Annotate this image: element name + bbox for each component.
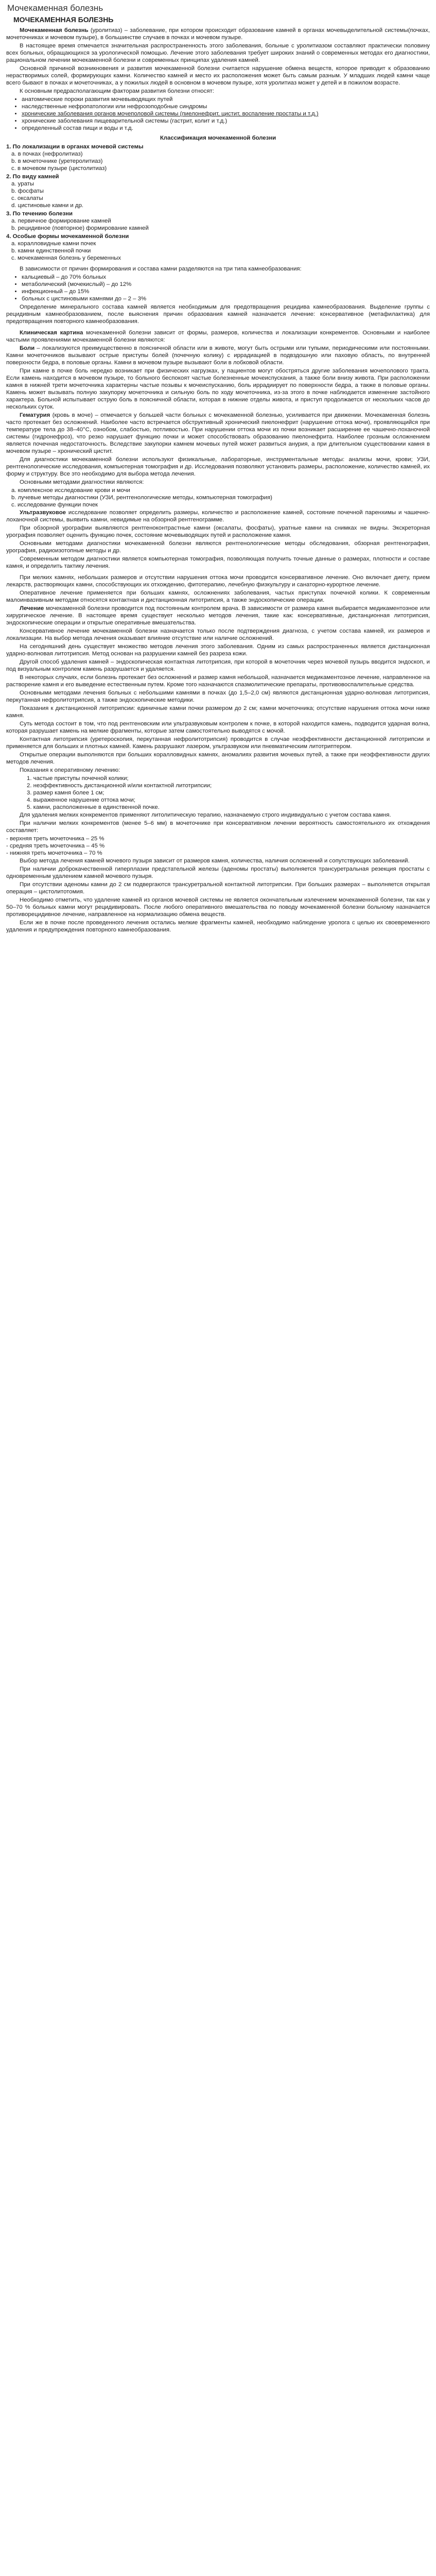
paragraph-text: мочекаменной болезни проводится под постоянным контролем врача. В зависимости от размера камня выбирается медикаментозное или хирургическое лечение. В настоящее время существует несколько методов лечения, такие как: консервативные, дистанционная литотрипсия, эндоскопические операции и открытые оперативные вмешательства. <box>6 605 430 626</box>
clinic-section <box>6 329 430 570</box>
term-bold: Мочекаменная болезнь <box>20 27 89 33</box>
list-item: • определенный состав пищи и воды и т.д. <box>22 125 430 132</box>
paragraph-text: мочекаменной болезни зависит от формы, размеров, количества и локализации конкрементов. Основными и наиболее частыми проявлениями мочекаменной болезни являются: <box>6 330 430 343</box>
paragraph-text: – локализуются преимущественно в поясничной области или в животе, могут быть острыми или тупыми, периодическими или постоянными. Камни мочеточников вызывают острые приступы болей (почечную колику) с иррадиацией в подвздошную или паховую область, по внутренней поверхности бедра, в половые органы. Камни в мочевом пузыре вызывают боли в лобковой области. <box>6 345 430 366</box>
list-item: • наследственные нефропатологии или нефрозоподобные синдромы <box>22 103 430 110</box>
list-item: - средняя треть мочеточника – 45 % <box>6 843 105 849</box>
paragraph <box>6 509 430 523</box>
list-item: • хронические заболевания пищеварительной системы (гастрит, колит и т.д.) <box>22 117 430 125</box>
classification-group-title: 3. По течению болезни <box>6 211 73 217</box>
classification-group-title: 1. По локализации в органах мочевой системы <box>6 144 144 150</box>
paragraph: Определение минерального состава камней является необходимым для предотвращения рецидива камнеобразования. Выделение группы с рецидивным камнеобразованием, после выяснения причин образования камней назначается лечение: консервативное (метафилактика) для предотвращения повторного камнеобразования. <box>6 304 430 325</box>
list-item: d. цистиновые камни и др. <box>11 202 84 209</box>
stone-types-list <box>6 274 430 302</box>
paragraph: В зависимости от причин формирования и состава камни разделяются на три типа камнеобразования: <box>20 266 302 272</box>
paragraph: Консервативное лечение мочекаменной болезни назначается только после подтверждения диагноза, с учетом состава камней, их размеров и локализации. На выбор метода лечения оказывает влияние отсутствие или наличие осложнений. <box>6 628 430 641</box>
list-item: 4. выраженное нарушение оттока мочи; <box>27 797 135 803</box>
term-bold: Ультразвуковое <box>20 510 66 516</box>
stone-passage-list <box>6 835 430 857</box>
page-title: Мочекаменная болезнь <box>7 3 103 13</box>
classification-items <box>6 180 430 209</box>
list-item: b. камни единственной почки <box>11 248 91 254</box>
classification-items <box>6 240 430 262</box>
intro-paragraph <box>6 27 430 41</box>
term-bold: Боли <box>20 345 35 351</box>
document-subtitle: МОЧЕКАМЕННАЯ БОЛЕЗНЬ <box>13 15 114 24</box>
paragraph: Открытые операции выполняются при больших коралловидных камнях, аномалиях развития мочевых путей, а также при неэффективности других методов лечения. <box>6 752 430 765</box>
paragraph: Выбор метода лечения камней мочевого пузыря зависит от размеров камня, количества, наличия осложнений и сопутствующих заболеваний. <box>20 858 410 864</box>
paragraph: Показания к оперативному лечению: <box>20 767 120 773</box>
list-item: b. в мочеточнике (уретеролитиаз) <box>11 158 103 164</box>
list-item: а. коралловидные камни почек <box>11 241 96 247</box>
list-item: a. комплексное исследование крови и мочи <box>11 487 130 494</box>
section-heading: Классификация мочекаменной болезни <box>160 135 276 141</box>
intro-section <box>6 27 430 132</box>
paragraph: Основными методами лечения больных с небольшими камнями в почках (до 1,5–2,0 см) являются дистанционная ударно-волновая литотрипсия, перкутанная нефролитотрипсия, а также эндоскопические методики. <box>6 690 430 703</box>
list-item: b. фосфаты <box>11 188 44 194</box>
list-item: c. мочекаменная болезнь у беременных <box>11 255 121 261</box>
paragraph: В некоторых случаях, если болезнь протекает без осложнений и размер камня небольшой, назначается медикаментозное лечение, направленное на растворение камня и его выведение естественным путем. Кроме того назначаются спазмолитические препараты, противовоспалительные средства. <box>6 674 430 688</box>
paragraph: Показания к дистанционной литотрипсии: единичные камни почки размером до 2 см; камни мочеточника; отсутствие нарушения оттока мочи ниже камня. <box>6 705 430 719</box>
treatment-section <box>6 574 430 934</box>
term-bold: Клиническая картина <box>20 330 83 336</box>
list-item: а. в почках (нефролитиаз) <box>11 151 83 157</box>
risk-factors-list <box>6 96 430 132</box>
list-item: - нижняя треть мочеточника – 70 % <box>6 850 102 856</box>
etiology-section <box>6 265 430 325</box>
classification-section <box>6 135 430 262</box>
list-item: c. исследование функции почек <box>11 502 98 508</box>
paragraph: Необходимо отметить, что удаление камней из органов мочевой системы не является окончательным излечением мочекаменной болезни, так как у 50–70 % больных камни могут рецидивировать. После любого оперативного вмешательства по поводу мочекаменной болезни больному назначается противорецидивное лечение, направленное на нормализацию обмена веществ. <box>6 897 430 918</box>
paragraph <box>6 605 430 626</box>
classification-group-title: 2. По виду камней <box>6 174 59 180</box>
paragraph: При наличии мелких конкрементов (менее 5–6 мм) в мочеточнике при консервативном лечении вероятность самостоятельного их отхождения составляет: <box>6 820 430 834</box>
paragraph <box>6 345 430 366</box>
paragraph: Если же в почке после проведенного лечения остались мелкие фрагменты камней, необходимо наблюдение уролога с целью их своевременного удаления и предупреждения повторного камнеобразования. <box>6 920 430 933</box>
list-item: 5. камни, расположенные в единственной почке. <box>27 804 160 810</box>
list-item: а. ураты <box>11 181 34 187</box>
paragraph: Контактная литотрипсия (уретероскопия, перкутанная нефролитотрипсия) проводится в случае неэффективности дистанционной литотрипсии и применяется для больших и плотных камней. Камень разрушают лазером, ультразвуком или пневматическим литотриптером. <box>6 736 430 750</box>
list-item: c. в мочевом пузыре (цистолитиаз) <box>11 165 107 172</box>
list-item: • инфекционный – до 15% <box>22 288 430 295</box>
paragraph: При отсутствии аденомы камни до 2 см подвергаются трансуретральной контактной литотрипсии. При больших размерах – выполняется открытая операция – цистолитотомия. <box>6 882 430 895</box>
list-item: • метаболический (мочекислый) – до 12% <box>22 281 430 288</box>
list-item: b. лучевые методы диагностики (УЗИ, рентгенологические методы, компьютерная томография) <box>11 495 272 501</box>
paragraph: При обзорной урографии выявляются рентгеноконтрастные камни (оксалаты, фосфаты), уратные камни на снимках не видны. Экскреторная урография позволяет оценить функцию почек, состояние мочевыводящих путей и расположение камня. <box>6 525 430 538</box>
paragraph: На сегодняшний день существует множество методов лечения этого заболевания. Одним из самых распространенных является дистанционная ударно-волновая литотрипсия. Метод основан на разрушении камней без разреза кожи. <box>6 643 430 657</box>
term-bold: Лечение <box>20 605 44 612</box>
paragraph: Оперативное лечение применяется при больших камнях, осложнениях заболевания, частых приступах почечной колики. К современным малоинвазивным методам относятся контактная и дистанционная литотрипсия, а также эндоскопические операции. <box>6 590 430 603</box>
paragraph: При мелких камнях, небольших размеров и отсутствии нарушения оттока мочи проводится консервативное лечение. Оно включает диету, прием лекарств, растворяющих камни, способствующих их отхождению, фитотерапию, лечебную физкультуру и санаторно-курортное лечение. <box>6 574 430 588</box>
underlined-link-text[interactable]: хронические заболевания органов мочеполовой системы (пиелонефрит, цистит, воспаление простаты и т.д.) <box>22 111 319 117</box>
list-item: • больных с цистиновыми камнями до – 2 – 3% <box>22 295 430 302</box>
paragraph: При наличии доброкачественной гиперплазии предстательной железы (аденомы простаты) выполняется трансуретральная резекция простаты с одновременным удалением камней мочевого пузыря. <box>6 866 430 879</box>
list-item: а. первичное формирование камней <box>11 218 111 224</box>
paragraph: При камне в почке боль нередко возникает при физических нагрузках, у пациентов могут обостряться другие заболевания мочеполового тракта. Если камень находится в мочевом пузыре, то больного беспокоят частые болезненные мочеиспускания, а также боли внизу живота. При расположении камня в нижней трети мочеточника характерны частые позывы к мочеиспусканию, боль иррадиирует по поверхности бедра, а также в половые органы. Камень может вызывать полную закупорку мочеточника и сильную боль по ходу мочеточника, из-за этого в почке наблюдается изменение застойного характера. Больной испытывает острую боль в поясничной области, которая в нижние отделы живота, и приступ продолжается от нескольких часов до нескольких суток. <box>6 368 430 410</box>
classification-group-title: 4. Особые формы мочекаменной болезни <box>6 233 129 240</box>
term-definition: (уролитиаз) – заболевание, при котором происходит образование камней в органах мочевыделительной системы(почках, мочеточниках и мочевом пузыре), в большинстве случаев в почках и мочевом пузыре. <box>6 27 430 41</box>
list-item: 2. неэффективность дистанционной и/или контактной литотрипсии; <box>27 783 212 789</box>
list-item: • кальциевый – до 70% больных <box>22 274 430 281</box>
paragraph <box>6 412 430 455</box>
classification-items <box>6 217 430 232</box>
paragraph: Для удаления мелких конкрементов применяют литолитическую терапию, назначаемую строго индивидуально с учетом состава камня. <box>20 812 391 818</box>
list-item: • анатомические пороки развития мочевыводящих путей <box>22 96 430 103</box>
paragraph: Суть метода состоит в том, что под рентгеновским или ультразвуковым контролем к почке, в которой находится камень, подводится ударная волна, которая разрушает камень на мелкие фрагменты, которые затем самостоятельно выводятся с мочой. <box>6 721 430 734</box>
intro-paragraph: В настоящее время отмечается значительная распространенность этого заболевания, больные с уролитиазом составляют практически половину всех больных, обращающихся за урологической помощью. Лечение этого заболевания требует широких знаний о современных методах его диагностики, рациональном лечении мочекаменной болезни и современных принципах удаления камней. <box>6 43 430 63</box>
paragraph-text: (кровь в моче) – отмечается у большей части больных с мочекаменной болезнью, усиливается при движении. Мочекаменная болезнь часто протекает без осложнений. Наиболее часто встречается обструктивный хронический пиелонефрит (нарушение оттока мочи), проявляющийся при температуре тела до 38–40°С, ознобом, слабостью, потливостью. При нарушении оттока мочи из почки возникает расширение ее чашечно-лоханочной системы (гидронефроз), что резко нарушает функцию почки и может способствовать образованию пиелонефрита. Наиболее грозным осложнением является почечная недостаточность. Вследствие закупорки камнем мочевых путей может развиться анурия, а при длительном существовании камня в мочевом пузыре – хронический цистит. <box>6 412 430 454</box>
classification-items <box>6 150 430 172</box>
paragraph: Для диагностики мочекаменной болезни используют физикальные, лабораторные, инструментальные методы: анализы мочи, крови; УЗИ, рентгенологические исследования, компьютерная томография и др. Исследования позволяют установить размеры, расположение, количество камней, их форму и структуру. Все это необходимо для выбора метода лечения. <box>6 456 430 477</box>
paragraph: Основными методами диагностики являются: <box>20 479 144 485</box>
list-item: b. рецидивное (повторное) формирование камней <box>11 225 149 231</box>
paragraph <box>6 329 430 344</box>
paragraph-text: исследование позволяет определить размеры, количество и расположение камней, состояние почечной паренхимы и чашечно-лоханочной системы, выявить камни, невидимые на обзорной рентгенограмме. <box>6 510 430 523</box>
paragraph: Современным методом диагностики является компьютерная томография, позволяющая получить точные данные о размерах, плотности и составе камня, и определить тактику лечения. <box>6 556 430 569</box>
intro-paragraph: К основным предрасполагающим факторам развития болезни относят: <box>20 88 214 94</box>
list-item: 3. размер камня более 1 см; <box>27 790 104 796</box>
paragraph: Другой способ удаления камней – эндоскопическая контактная литотрипсия, при которой в мочеточник через мочевой пузырь вводится эндоскоп, и под визуальным контролем камень разрушается и удаляется. <box>6 659 430 672</box>
list-item: 1. частые приступы почечной колики; <box>27 775 129 782</box>
diagnostic-methods-list <box>6 487 430 509</box>
intro-paragraph: Основной причиной возникновения и развития мочекаменной болезни считается нарушение обмена веществ, которое приводит к образованию нерастворимых солей, формирующих камни. Количество камней и место их расположения может быть самым разным. У младших людей камни чаще всего бывают в почках и мочеточниках, а у пожилых людей в основном в мочевом пузыре, хотя уролитиаз может у детей и в пожилом возрасте. <box>6 65 430 86</box>
list-item: - верхняя треть мочеточника – 25 % <box>6 836 104 842</box>
list-item: c. оксалаты <box>11 195 43 201</box>
paragraph: Основными методами диагностики мочекаменной болезни являются рентгенологические методы обследования, обзорная рентгенография, урография, радиоизотопные методы и др. <box>6 540 430 554</box>
term-bold: Гематурия <box>20 412 50 418</box>
surgery-indications-list <box>6 775 430 811</box>
list-item <box>22 110 430 117</box>
